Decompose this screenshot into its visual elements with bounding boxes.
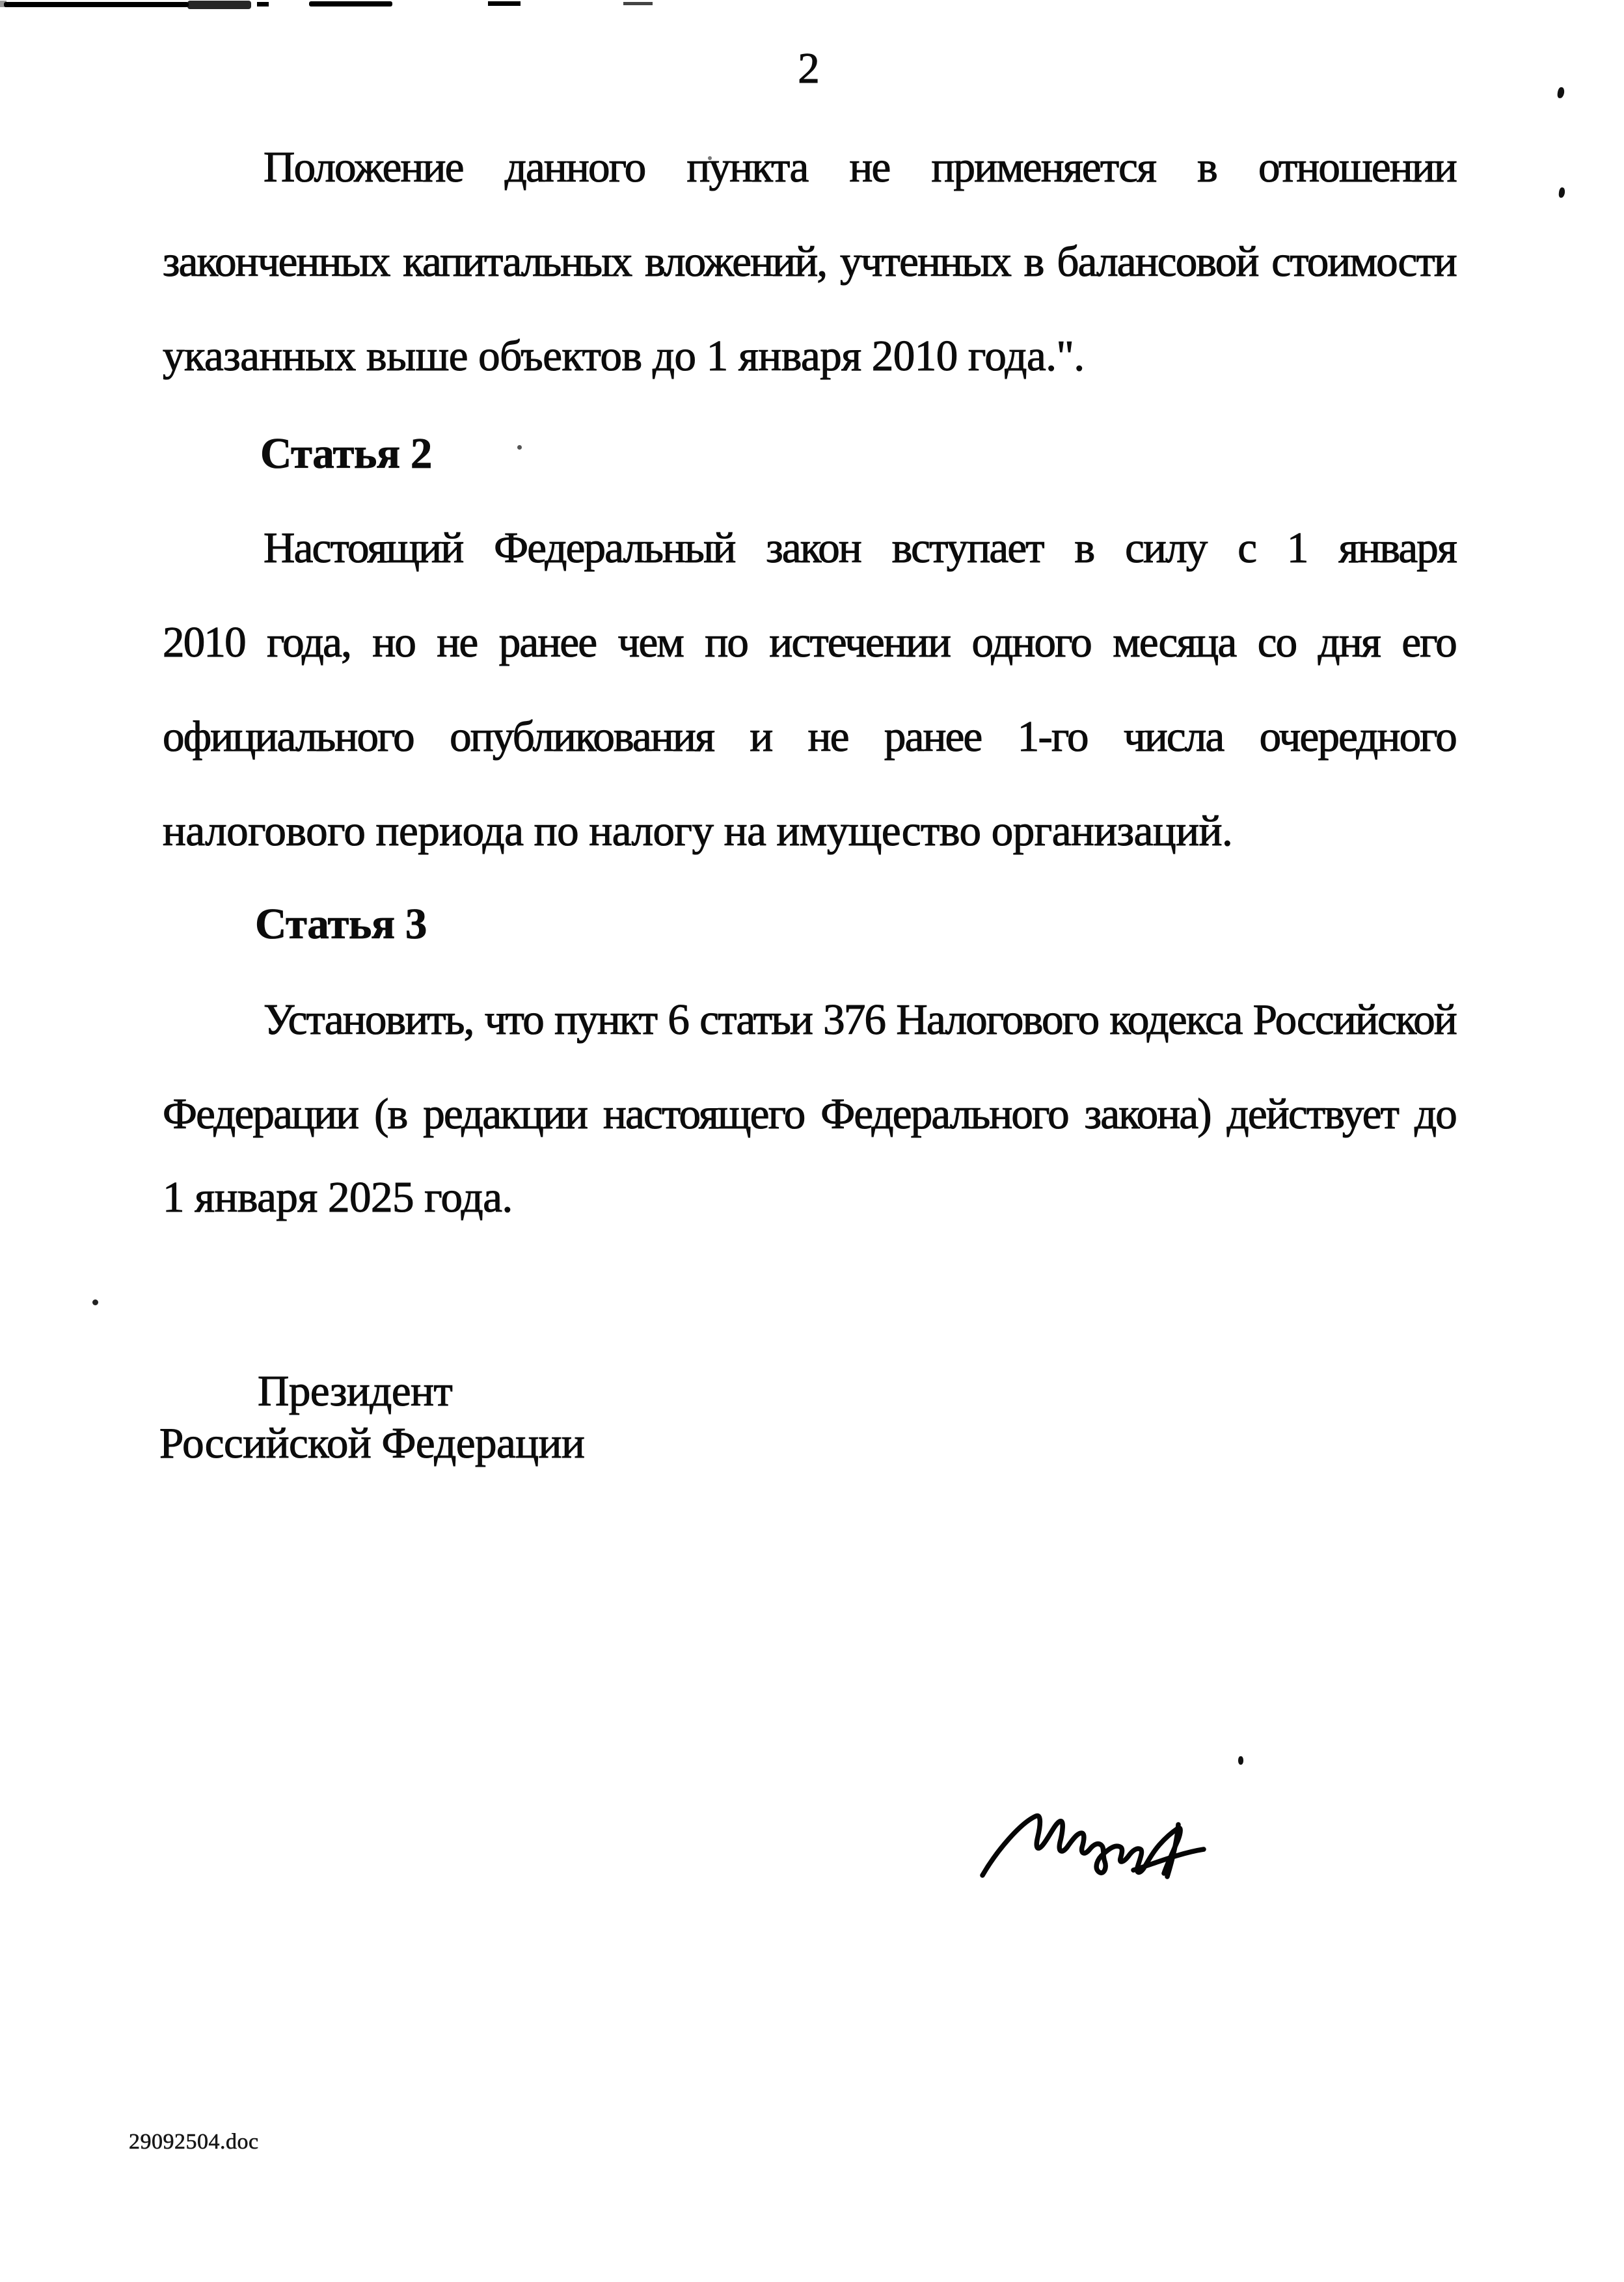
scan-artifact-top-segment bbox=[309, 1, 392, 7]
scan-artifact-top-blob bbox=[187, 1, 251, 9]
president-title-line1: Президент bbox=[258, 1367, 453, 1415]
article2-line3: официального опубликования и не ранее 1-го числа очередного bbox=[163, 713, 1456, 761]
scan-artifact-top-fleck-3 bbox=[623, 2, 653, 5]
president-title-line2: Российской Федерации bbox=[159, 1419, 585, 1467]
page-number: 2 bbox=[798, 44, 820, 92]
article-2-heading: Статья 2 bbox=[260, 429, 432, 478]
ink-speck-right-1 bbox=[1557, 87, 1565, 98]
paragraph1-line2: законченных капитальных вложений, учтенных в балансовой стоимости bbox=[163, 238, 1456, 286]
article2-line1: Настоящий Федеральный закон вступает в силу с 1 января bbox=[264, 524, 1456, 572]
article3-line2: Федерации (в редакции настоящего Федерального закона) действует до bbox=[163, 1090, 1456, 1138]
scan-artifact-top-fleck-2 bbox=[488, 1, 521, 6]
ink-dot-after-heading bbox=[517, 445, 522, 450]
signature bbox=[977, 1808, 1209, 1884]
article2-line4: налогового периода по налогу на имущество организаций. bbox=[163, 807, 1233, 855]
ink-speck-right-2 bbox=[1558, 187, 1565, 198]
ink-speck-above-signature bbox=[1238, 1756, 1243, 1765]
article-3-heading: Статья 3 bbox=[255, 900, 427, 948]
scan-artifact-top-bar bbox=[4, 2, 189, 7]
paragraph1-line3: указанных выше объектов до 1 января 2010 года.". bbox=[163, 332, 1085, 380]
article3-line3: 1 января 2025 года. bbox=[163, 1173, 513, 1221]
paragraph1-line1: Положение данного пункта не применяется в отношении bbox=[264, 143, 1456, 191]
footer-filename: 29092504.doc bbox=[129, 2130, 259, 2154]
article3-line1: Установить, что пункт 6 статьи 376 Налогового кодекса Российской bbox=[264, 996, 1456, 1044]
ink-dot-left-margin bbox=[92, 1299, 98, 1305]
scan-artifact-top-fleck-1 bbox=[257, 2, 269, 7]
article2-line2: 2010 года, но не ранее чем по истечении одного месяца со дня его bbox=[163, 618, 1456, 666]
